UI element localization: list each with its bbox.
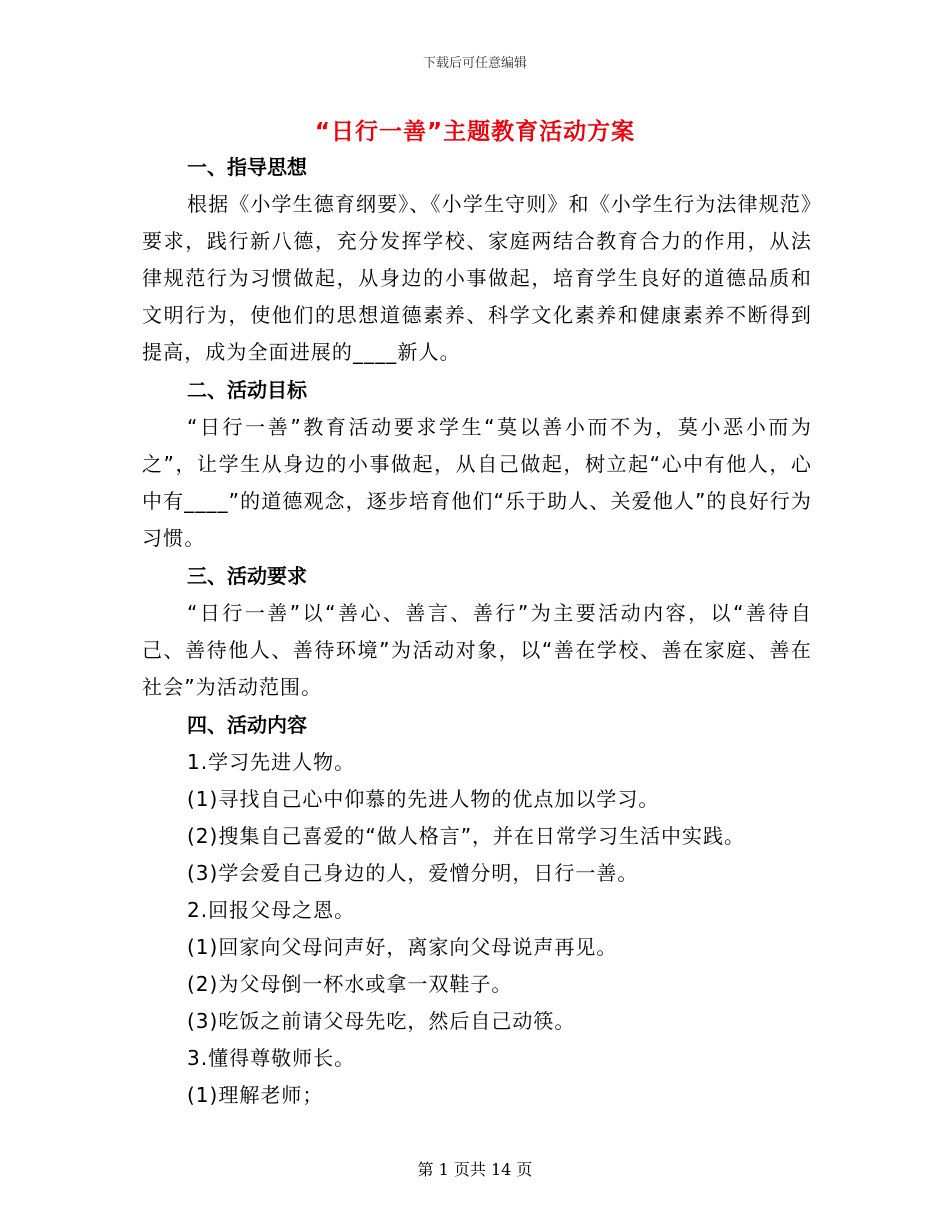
section-paragraph-guiding-ideology: 根据《小学生德育纲要》、《小学生守则》和《小学生行为法律规范》要求，践行新八德，充分发挥学校、家庭两结合教育合力的作用，从法律规范行为习惯做起，从身边的小事做起，培育学生良好的道德品质和文明行为，使他们的思想道德素养、科学文化素养和健康素养不断得到提高，成为全面进展的____新人。 bbox=[142, 192, 812, 364]
section-heading-activity-requirements: 三、活动要求 bbox=[187, 564, 307, 588]
list-item: (3)吃饭之前请父母先吃，然后自己动筷。 bbox=[187, 1009, 576, 1033]
list-item: (2)为父母倒一杯水或拿一双鞋子。 bbox=[187, 972, 513, 996]
document-body bbox=[142, 148, 812, 1114]
section-heading-activity-goals: 二、活动目标 bbox=[187, 378, 307, 402]
section-heading-guiding-ideology: 一、指导思想 bbox=[187, 155, 307, 179]
list-item: 2.回报父母之恩。 bbox=[187, 898, 356, 922]
list-item: (3)学会爱自己身边的人，爱憎分明，日行一善。 bbox=[187, 861, 639, 885]
section-paragraph-activity-goals: “日行一善”教育活动要求学生“莫以善小而不为，莫小恶小而为之”，让学生从身边的小事做起，从自己做起，树立起“心中有他人，心中有____”的道德观念，逐步培育他们“乐于助人、关爱他人”的良好行为习惯。 bbox=[142, 415, 812, 550]
list-item: (1)回家向父母问声好，离家向父母说声再见。 bbox=[187, 935, 618, 959]
list-item: (1)寻找自己心中仰慕的先进人物的优点加以学习。 bbox=[187, 787, 660, 811]
section-heading-activity-content: 四、活动内容 bbox=[187, 713, 307, 737]
list-item: 1.学习先进人物。 bbox=[187, 750, 356, 774]
header-note: 下载后可任意编辑 bbox=[422, 56, 527, 71]
list-item: 3.懂得尊敬师长。 bbox=[187, 1046, 356, 1070]
list-item: (1)理解老师； bbox=[187, 1083, 324, 1107]
list-item: (2)搜集自己喜爱的“做人格言”，并在日常学习生活中实践。 bbox=[187, 824, 746, 848]
document-title: “日行一善”主题教育活动方案 bbox=[314, 119, 636, 145]
page-number-footer: 第 1 页共 14 页 bbox=[417, 1160, 533, 1179]
section-paragraph-activity-requirements: “日行一善”以“善心、善言、善行”为主要活动内容，以“善待自己、善待他人、善待环境”为活动对象，以“善在学校、善在家庭、善在社会”为活动范围。 bbox=[142, 601, 812, 699]
